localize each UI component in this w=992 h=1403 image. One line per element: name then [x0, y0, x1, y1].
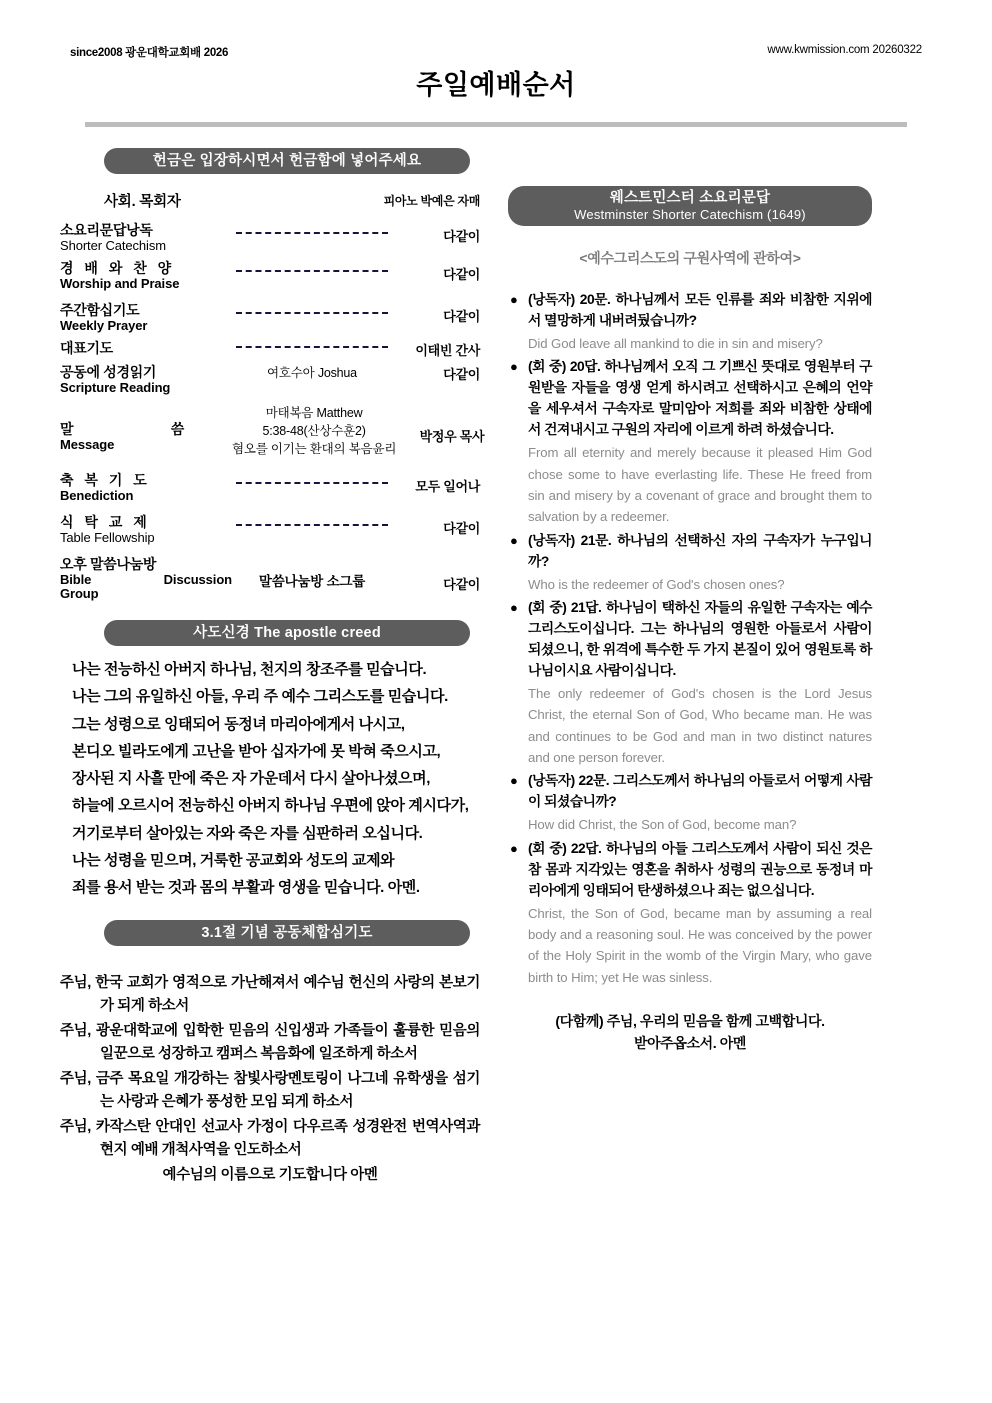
sermon-title: 혐오를 이기는 환대의 복음윤리 [232, 442, 397, 457]
sermon-passage: 5:38-48(산상수훈2) [262, 424, 366, 439]
order-item-middle [232, 514, 392, 526]
order-item-ko: 식 탁 교 제 [60, 514, 151, 530]
bullet-icon: ● [510, 292, 518, 307]
dash-separator [236, 270, 388, 272]
order-row [60, 222, 480, 260]
offering-banner [104, 148, 470, 174]
apostles-creed-banner [104, 620, 470, 646]
title-divider [85, 122, 907, 127]
order-item-middle [232, 260, 392, 272]
catechism-qa-ko [508, 771, 872, 813]
catechism-qa-item [508, 531, 872, 595]
community-prayer-banner [104, 920, 470, 946]
creed-line: 죄를 용서 받는 것과 몸의 부활과 영생을 믿습니다. 아멘. [72, 879, 420, 897]
catechism-qa-item [508, 290, 872, 354]
order-item-ko: 주간함십기도 [60, 302, 140, 318]
catechism-banner [508, 186, 872, 226]
bullet-icon: ● [510, 600, 518, 615]
order-item-names [60, 222, 232, 253]
prayer-item-lead: 주님, [60, 1070, 96, 1087]
prayer-item-body: 카작스탄 안대인 선교사 가정이 다우르족 성경완전 번역사역과 현지 예배 개척사역을 인도하소서 [95, 1118, 480, 1159]
sermon-book: 마태복음 Matthew [265, 406, 363, 420]
prayer-item-lead: 주님, [60, 1022, 96, 1039]
dash-separator [236, 524, 388, 526]
order-item-participant: 모두 일어나 [415, 479, 480, 494]
dash-separator [236, 312, 388, 314]
creed-line: 나는 전능하신 아버지 하나님, 천지의 창조주를 믿습니다. [72, 661, 427, 678]
prayer-item [60, 1116, 480, 1163]
catechism-qa-ko-text: (회 중) 21답. 하나님이 택하신 자들의 유일한 구속자는 예수 그리스도이십니다. 그는 하나님의 영원한 아들로서 사람이 되셨으니, 한 위격에 특수한 두 가지 본질이 있어 영원토록 하나님이시요 사람이십니다. [528, 600, 872, 678]
order-item-middle [232, 472, 392, 484]
apostles-creed-body [60, 656, 480, 902]
bullet-icon: ● [510, 532, 518, 548]
order-item-en-cont: Group [60, 586, 99, 602]
order-item-participant: 박정우 목사 [419, 429, 485, 444]
scripture-reference: 여호수아 Joshua [267, 366, 357, 380]
catechism-qa-ko [508, 598, 872, 682]
order-item-participant: 다같이 [443, 367, 480, 382]
order-item-en [60, 573, 232, 588]
prayer-closing-line: 예수님의 이름으로 기도합니다 아멘 [162, 1166, 378, 1183]
order-item-middle [232, 364, 392, 382]
order-row [60, 364, 480, 402]
order-item-names [60, 556, 232, 602]
order-item-names [60, 302, 232, 333]
left-column [60, 148, 485, 1187]
creed-line: 본디오 빌라도에게 고난을 받아 십자가에 못 박혀 죽으시고, [72, 742, 441, 760]
masthead-left-meta: since2008 광운대학교회배 2026 [70, 47, 229, 59]
creed-line: 거기로부터 살아있는 자와 죽은 자를 심판하러 오십니다. [72, 824, 423, 842]
creed-line: 하늘에 오르시어 전능하신 아버지 하나님 우편에 앉아 계시다가, [72, 797, 469, 815]
order-item-middle [232, 402, 396, 458]
order-item-ko: 대표기도 [60, 340, 113, 356]
prayer-item-lead: 주님, [60, 1118, 96, 1135]
prayer-item-body: 한국 교회가 영적으로 가난해져서 예수님 헌신의 사랑의 본보기가 되게 하소서 [95, 974, 480, 1015]
piano-accompanist: 피아노 박예은 자매 [383, 194, 480, 208]
order-item-participant: 다같이 [443, 521, 480, 536]
catechism-banner-title-ko: 웨스트민스터 소요리문답 [609, 189, 771, 206]
catechism-qa-ko [508, 839, 872, 902]
order-of-worship-list [60, 222, 485, 604]
bible-en-word1: Bible [60, 571, 92, 587]
order-row [60, 402, 485, 472]
catechism-closing [508, 1010, 872, 1055]
catechism-qa-item [508, 357, 872, 527]
order-item-middle [232, 556, 392, 592]
order-item-ko: 소요리문답낭독 [60, 222, 153, 238]
small-group-label: 말씀나눔방 소그룹 [258, 574, 366, 589]
order-item-participant: 이태빈 간사 [415, 343, 480, 358]
order-item-en: Table Fellowship [60, 529, 155, 545]
order-row [60, 556, 480, 604]
catechism-qa-ko [508, 357, 872, 441]
service-leaders [60, 190, 480, 220]
bible-en-word2: Discussion [163, 571, 232, 587]
catechism-qa-en: How did Christ, the Son of God, become man? [528, 817, 797, 833]
catechism-qa-item [508, 839, 872, 988]
order-item-middle [232, 302, 392, 314]
order-item-names [60, 340, 232, 357]
page-title: 주일예배순서 [416, 70, 576, 100]
catechism-topic: <예수그리스도의 구원사역에 관하여> [579, 250, 801, 266]
order-row [60, 472, 480, 514]
order-item-ko [60, 422, 184, 438]
catechism-qa-ko-text: (회 중) 20답. 하나님께서 오직 그 기쁘신 뜻대로 영원부터 구원받을 자들을 영생 얻게 하시려고 선택하시고 은혜의 언약을 세우셔서 구속자로 말미암아 저희를 죄와 비참한 상태에서 건져내시고 구원의 자리에 이르게 하려 하셨습니다. [528, 359, 872, 438]
prayer-item [60, 1020, 480, 1067]
creed-line: 나는 그의 유일하신 아들, 우리 주 예수 그리스도를 믿습니다. [72, 688, 448, 706]
order-item-en: Message [60, 436, 115, 452]
catechism-qa-en: The only redeemer of God's chosen is the Lord Jesus Christ, the eternal Son of God, Who became man. He was and continues to be God and man in two distinct natures and one person forever. [528, 685, 872, 765]
order-row [60, 514, 480, 556]
right-column [508, 186, 872, 1055]
order-item-ko: 공동에 성경읽기 [60, 364, 157, 380]
order-item-names [60, 472, 232, 503]
order-item-participant: 다같이 [443, 577, 480, 592]
message-ko-char1: 말 [60, 421, 74, 437]
order-item-ko: 오후 말씀나눔방 [60, 556, 157, 572]
creed-line: 나는 성령을 믿으며, 거룩한 공교회와 성도의 교제와 [72, 852, 395, 870]
order-item-names [60, 402, 232, 452]
catechism-qa-ko-text: (회 중) 22답. 하나님의 아들 그리스도께서 사람이 되신 것은 참 몸과 지각있는 영혼을 취하사 성령의 권능으로 동정녀 마리아에게 잉태되어 탄생하셨으나 죄는 없으십니다. [528, 840, 872, 898]
catechism-qa-en: From all eternity and merely because it pleased Him God chose some to have everlasting life. These He freed from sin and misery by a covenant of grace and brought them to salvation by a redeemer. [528, 445, 872, 525]
catechism-qa-ko-text: (낭독자) 22문. 그리스도께서 하나님의 아들로서 어떻게 사람이 되셨습니까? [528, 773, 872, 810]
bullet-icon: ● [510, 840, 518, 856]
prayer-item [60, 972, 480, 1019]
catechism-qa-en: Christ, the Son of God, became man by assuming a real body and a reasoning soul. He was conceived by the power of the Holy Spirit in the womb of the Virgin Mary, who gave birth to Him; yet He was sinless. [528, 905, 872, 985]
apostles-creed-banner-label: 사도신경 The apostle creed [193, 624, 381, 641]
bullet-icon: ● [510, 359, 518, 375]
order-item-middle [232, 340, 392, 348]
bullet-icon: ● [510, 773, 518, 789]
order-item-en: Benediction [60, 487, 134, 503]
catechism-qa-item [508, 598, 872, 768]
catechism-qa-ko-text: (낭독자) 21문. 하나님의 선택하신 자의 구속자가 누구입니까? [528, 532, 872, 569]
order-item-names [60, 260, 232, 291]
dash-separator [236, 482, 388, 484]
prayer-item [60, 1068, 480, 1115]
order-item-en: Weekly Prayer [60, 317, 148, 333]
order-item-en: Worship and Praise [60, 275, 180, 291]
catechism-qa-en: Who is the redeemer of God's chosen ones? [528, 576, 785, 592]
order-item-participant: 다같이 [443, 267, 480, 282]
catechism-banner-title-en: Westminster Shorter Catechism (1649) [574, 206, 806, 222]
order-item-en: Shorter Catechism [60, 237, 166, 253]
creed-line: 장사된 지 사흘 만에 죽은 자 가운데서 다시 살아나셨으며, [72, 770, 430, 788]
catechism-qa-item [508, 771, 872, 835]
order-item-ko: 축 복 기 도 [60, 472, 151, 488]
catechism-closing-line: (다함께) 주님, 우리의 믿음을 함께 고백합니다. [555, 1013, 825, 1030]
order-item-participant: 다같이 [443, 229, 480, 244]
order-item-participant: 다같이 [443, 309, 480, 324]
order-row [60, 302, 480, 340]
prayer-item-lead: 주님, [60, 974, 96, 991]
catechism-qa-ko [508, 290, 872, 332]
prayer-item-body: 금주 목요일 개강하는 참빛사랑멘토링이 나그네 유학생을 섬기는 사랑과 은혜가 풍성한 모임 되게 하소서 [95, 1070, 480, 1111]
catechism-qa-ko-text: (낭독자) 20문. 하나님께서 모든 인류를 죄와 비참한 지위에서 멸망하게 내버려뒀습니까? [528, 292, 872, 328]
creed-line: 그는 성령으로 잉태되어 동정녀 마리아에게서 나시고, [72, 715, 405, 733]
service-host: 사회. 목회자 [104, 194, 181, 210]
catechism-closing-line: 받아주옵소서. 아멘 [634, 1035, 746, 1052]
order-item-ko: 경 배 와 찬 양 [60, 260, 175, 276]
masthead-right-meta: www.kwmission.com 20260322 [767, 44, 922, 56]
prayer-item-body: 광운대학교에 입학한 믿음의 신입생과 가족들이 훌륭한 믿음의 일꾼으로 성장하고 캠퍼스 복음화에 일조하게 하소서 [95, 1022, 480, 1063]
order-row [60, 260, 480, 302]
dash-separator [236, 346, 388, 348]
dash-separator [236, 232, 388, 234]
order-item-middle [232, 222, 392, 234]
catechism-qa-list [508, 290, 872, 988]
catechism-qa-en: Did God leave all mankind to die in sin and misery? [528, 335, 823, 351]
order-item-names [60, 514, 232, 545]
order-item-en: Scripture Reading [60, 379, 171, 395]
catechism-qa-ko [508, 531, 872, 573]
community-prayer-body [60, 972, 480, 1187]
order-item-names [60, 364, 232, 395]
offering-banner-label: 헌금은 입장하시면서 헌금함에 넣어주세요 [152, 152, 422, 169]
order-row [60, 340, 480, 364]
community-prayer-banner-label: 3.1절 기념 공동체합심기도 [201, 924, 373, 941]
message-ko-char2: 씀 [170, 421, 184, 437]
